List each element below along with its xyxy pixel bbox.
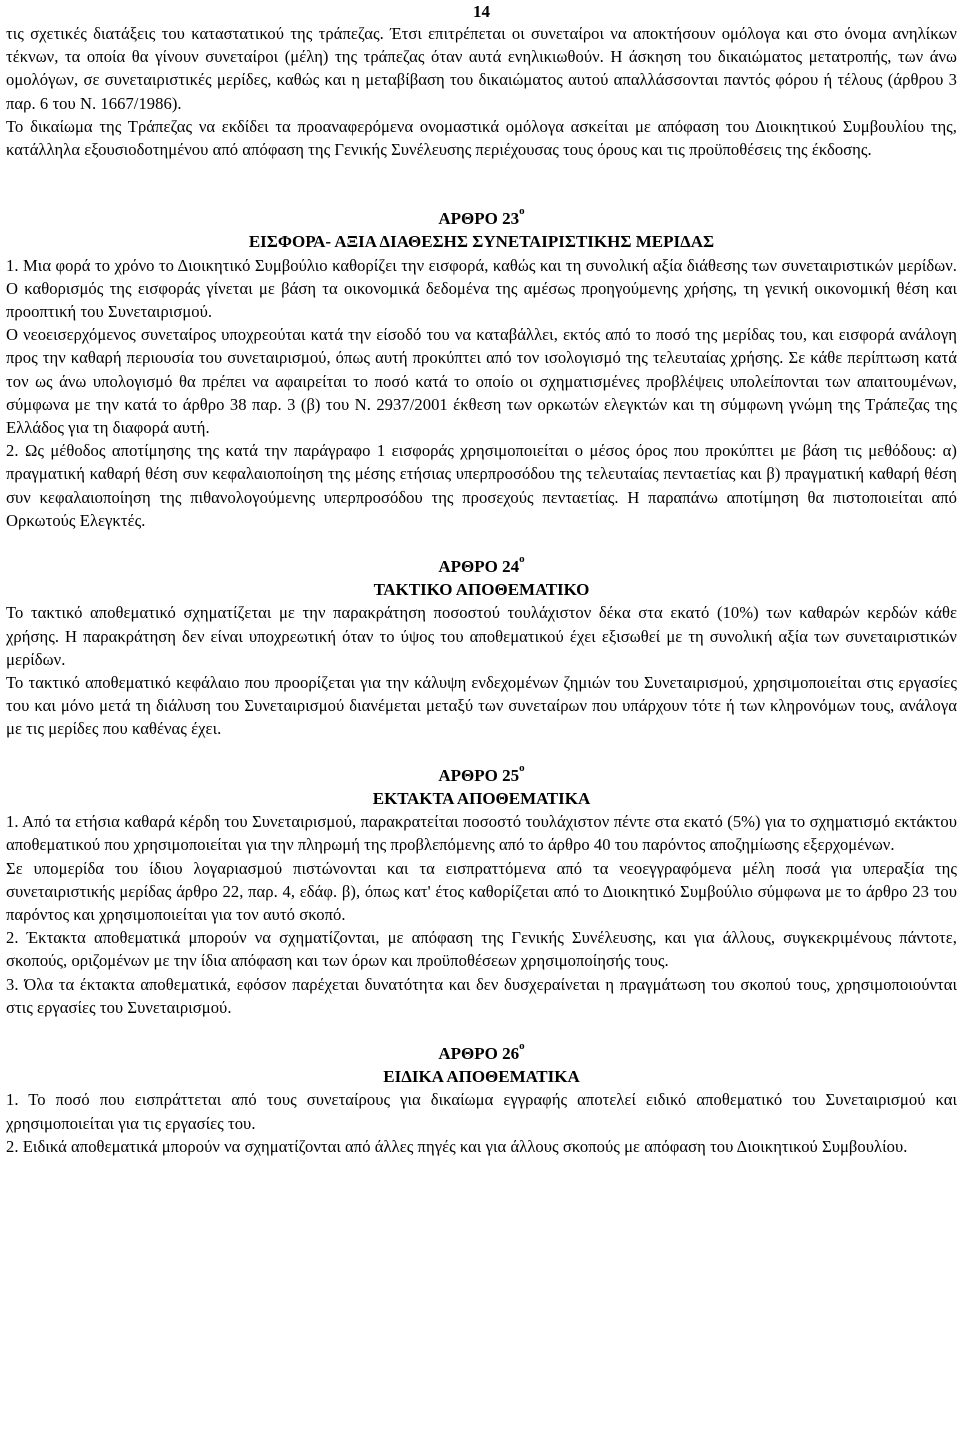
article-heading-number: ΑΡΘΡΟ $25^o$ bbox=[438, 761, 525, 785]
article-25 bbox=[6, 761, 957, 1019]
article-paragraph: 1. Μια φορά το χρόνο το Διοικητικό Συμβούλιο καθορίζει την εισφορά, καθώς και τη συνολική αξία διάθεσης των συνεταιριστικών μερίδων. Ο καθορισμός της εισφοράς γίνεται με βάση τα οικονομικά δεδομένα της αμέσως προηγούμενης χρήσης, τη γενική οικονομική θέση και προοπτική του Συνεταιρισμού. bbox=[6, 255, 957, 322]
intro-paragraph-1: τις σχετικές διατάξεις του καταστατικού της τράπεζας. Έτσι επιτρέπεται οι συνεταίροι να αποκτήσουν ομόλογα και στο όνομα ανηλίκων τέκνων, τα οποία θα γίνουν συνεταίροι (μέλη) της τράπεζας όταν αυτά ενηλικιωθούν. Η άσκηση του δικαιώματος μετατροπής, των άνω ομολόγων, σε συνεταιριστικές μερίδες, καθώς και η μεταβίβαση του δικαιώματος αυτού απαλλάσσονται παντός φόρου ή τέλους (άρθρου 3 παρ. 6 του Ν. 1667/1986). bbox=[6, 24, 957, 113]
article-paragraph: 3. Όλα τα έκτακτα αποθεματικά, εφόσον παρέχεται δυνατότητα και δεν δυσχεραίνεται η πραγμάτωση του σκοπού τους, χρησιμοποιούνται στις εργασίες του Συνεταιρισμού. bbox=[6, 974, 957, 1017]
article-heading-title: ΕΙΣΦΟΡΑ- ΑΞΙΑ ΔΙΑΘΕΣΗΣ ΣΥΝΕΤΑΙΡΙΣΤΙΚΗΣ ΜΕΡΙΔΑΣ bbox=[248, 232, 715, 252]
article-paragraph: Ο νεοεισερχόμενος συνεταίρος υποχρεούται κατά την είσοδό του να καταβάλλει, εκτός από το ποσό της μερίδας του, και εισφορά ανάλογη προς την καθαρή περιουσία του συνεταιρισμού, όπως αυτή προκύπτει από τον ισολογισμό της τελευταίας χρήσης. Σε κάθε περίπτωση κατά τον ως άνω υπολογισμό θα πρέπει να αφαιρείται το ποσό κατά το οποίο οι σχηματισμένες προβλέψεις υπολείπονται των απαιτουμένων, σύμφωνα με την κατά το άρθρο 38 παρ. 3 (β) του Ν. 2937/2001 έκθεση των ορκωτών ελεγκτών και τη σύμφωνη γνώμη της Τράπεζας της Ελλάδος για τη διαφορά αυτή. bbox=[6, 325, 957, 438]
article-23 bbox=[6, 207, 957, 532]
page-number: 14 bbox=[473, 2, 490, 21]
article-24 bbox=[6, 555, 957, 741]
article-paragraph: 1. Το ποσό που εισπράττεται από τους συνεταίρους για δικαίωμα εγγραφής αποτελεί ειδικό αποθεματικό του Συνεταιρισμού και χρησιμοποιείται για τις εργασίες του. bbox=[6, 1090, 957, 1133]
article-heading-number: ΑΡΘΡΟ $23^o$ bbox=[438, 205, 525, 229]
intro-paragraph-2: Το δικαίωμα της Τράπεζας να εκδίδει τα προαναφερόμενα ονομαστικά ομόλογα ασκείται με απόφαση του Διοικητικού Συμβουλίου της, κατάλληλα εξουσιοδοτημένου από απόφαση της Γενικής Συνέλευσης περιέχουσας τους όρους και τις προϋποθέσεις της έκδοσης. bbox=[6, 116, 957, 160]
article-paragraph: 1. Από τα ετήσια καθαρά κέρδη του Συνεταιρισμού, παρακρατείται ποσοστό τουλάχιστον πέντε στα εκατό (5%) για το σχηματισμό εκτάκτου αποθεματικού που χρησιμοποιείται για την πληρωμή της προβλεπόμενης από το άρθρο 40 του παρόντος αποζημίωσης εξερχομένων. bbox=[6, 812, 957, 855]
article-paragraph: 2. Έκτακτα αποθεματικά μπορούν να σχηματίζονται, με απόφαση της Γενικής Συνέλευσης, και για άλλους, συγκεκριμένους πάντοτε, σκοπούς, οριζομένων με την ίδια απόφαση και των όρων και προϋποθέσεων χρησιμοποίησής τους. bbox=[6, 928, 957, 971]
article-heading-number: ΑΡΘΡΟ $26^o$ bbox=[438, 1039, 525, 1063]
article-paragraph: 2. Ειδικά αποθεματικά μπορούν να σχηματίζονται από άλλες πηγές και για άλλους σκοπούς με απόφαση του Διοικητικού Συμβουλίου. bbox=[6, 1136, 908, 1156]
article-heading-title: ΤΑΚΤΙΚΟ ΑΠΟΘΕΜΑΤΙΚΟ bbox=[373, 580, 590, 600]
article-heading-title: ΕΙΔΙΚΑ ΑΠΟΘΕΜΑΤΙΚΑ bbox=[383, 1067, 580, 1087]
article-paragraph: Το τακτικό αποθεματικό κεφάλαιο που προορίζεται για την κάλυψη ενδεχομένων ζημιών του Συνεταιρισμού, χρησιμοποιείται στις εργασίες του και μόνο μετά τη διάλυση του Συνεταιρισμού διανέμεται μεταξύ των συνεταίρων που υπάρχουν τότε ή των κληρονόμων τους, ανάλογα με τις μερίδες που καθένας έχει. bbox=[6, 673, 957, 739]
article-heading-number: ΑΡΘΡΟ $24^o$ bbox=[438, 553, 525, 577]
document-page bbox=[6, 0, 957, 1158]
article-heading-title: ΕΚΤΑΚΤΑ ΑΠΟΘΕΜΑΤΙΚΑ bbox=[372, 788, 591, 808]
article-paragraph: Το τακτικό αποθεματικό σχηματίζεται με την παρακράτηση ποσοστού τουλάχιστον δέκα στα εκατό (10%) των καθαρών κερδών κάθε χρήσης. Η παρακράτηση δεν είναι υποχρεωτική όταν το ύψος του αποθεματικού έχει εξισωθεί με τη συνολική αξία των συνεταιριστικών μερίδων. bbox=[6, 603, 957, 669]
article-paragraph: Σε υπομερίδα του ίδιου λογαριασμού πιστώνονται και τα εισπραττόμενα από τα νεοεγγραφόμενα μέλη ποσά για υπεραξία της συνεταιριστικής μερίδας άρθρο 22, παρ. 4, εδάφ. β), όπως κατ' έτος καθορίζεται από το Διοικητικό Συμβούλιο σύμφωνα με το άρθρο 23 του παρόντος και χρησιμοποιείται για τον αυτό σκοπό. bbox=[6, 858, 957, 924]
article-paragraph: 2. Ως μέθοδος αποτίμησης της κατά την παράγραφο 1 εισφοράς χρησιμοποιείται ο μέσος όρος που προκύπτει με βάση τις μεθόδους: α) πραγματική καθαρή θέση συν κεφαλαιοποίηση της μέσης ετήσιας υπερπροσόδου της τελευταίας πενταετίας και β) πραγματική καθαρή θέση συν κεφαλαιοποίηση της πιθανολογούμενης υπερπροσόδου της προσεχούς πενταετίας. Η παραπάνω αποτίμηση θα πιστοποιείται από Ορκωτούς Ελεγκτές. bbox=[6, 441, 957, 530]
article-26 bbox=[6, 1039, 957, 1158]
